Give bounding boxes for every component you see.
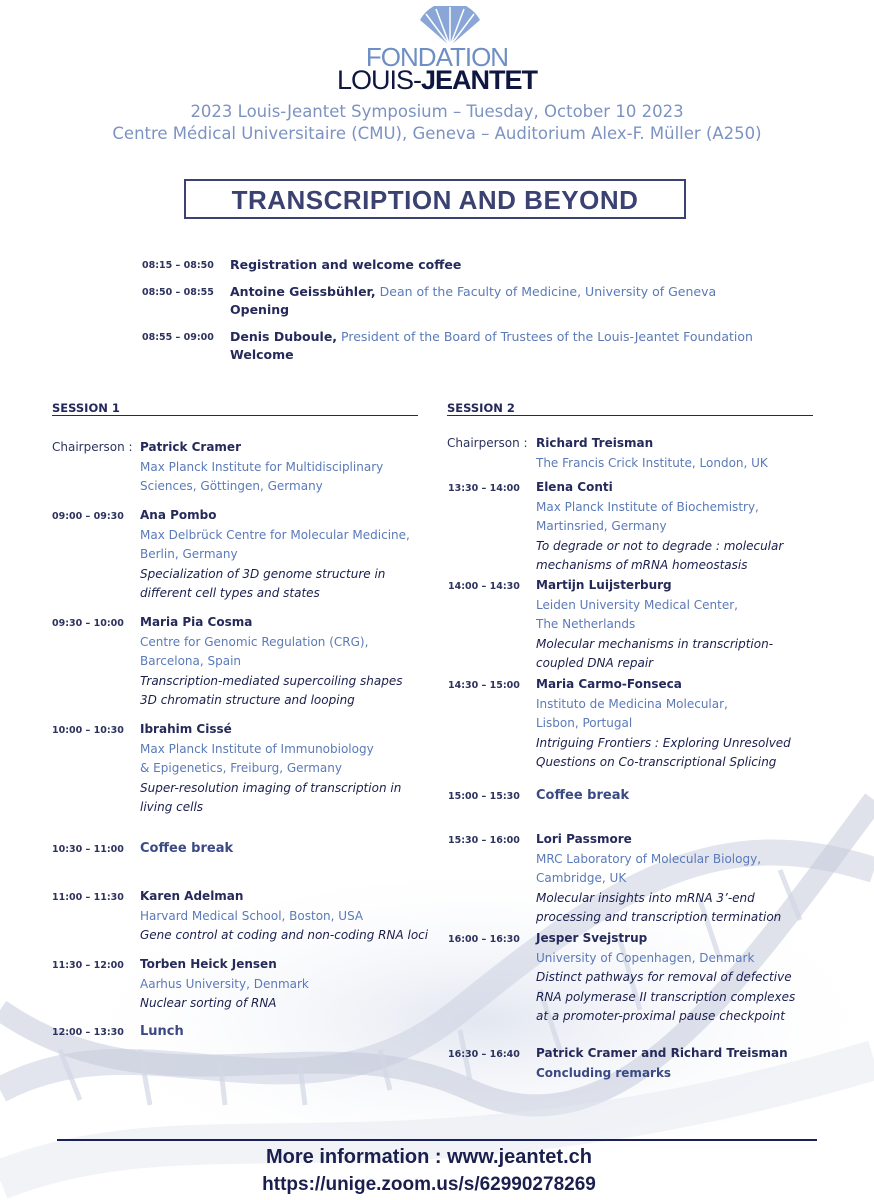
- talk-title: Molecular mechanisms in transcription-: [536, 636, 774, 651]
- speaker-name: Karen Adelman: [140, 889, 244, 903]
- speaker-name: Ana Pombo: [140, 508, 217, 522]
- speaker-name: Maria Pia Cosma: [140, 615, 253, 629]
- talk-title: Super-resolution imaging of transcription in: [140, 780, 402, 795]
- break-label: Coffee break: [140, 841, 234, 856]
- speaker-name: Jesper Svejstrup: [536, 931, 648, 945]
- time-slot: 08:55 – 09:00: [142, 332, 214, 343]
- more-info-link[interactable]: More information : www.jeantet.ch: [266, 1146, 592, 1168]
- time-slot: 16:30 – 16:40: [448, 1049, 520, 1060]
- talk-title: Distinct pathways for removal of defective: [536, 970, 792, 985]
- speaker-affiliation: Max Delbrück Centre for Molecular Medicine,: [140, 527, 410, 542]
- time-slot: 14:30 – 15:00: [448, 680, 520, 691]
- session-2-heading: SESSION 2: [447, 401, 813, 416]
- speaker-name: Martijn Luijsterburg: [536, 578, 672, 592]
- time-slot: 08:15 – 08:50: [142, 260, 214, 271]
- speaker-affiliation: University of Copenhagen, Denmark: [536, 950, 755, 965]
- time-slot: 11:00 – 11:30: [52, 892, 124, 903]
- speaker-affiliation: Centre for Genomic Regulation (CRG),: [140, 634, 369, 649]
- time-slot: 14:00 – 14:30: [448, 581, 520, 592]
- session-1-heading: SESSION 1: [52, 401, 418, 416]
- speaker-affiliation: President of the Board of Trustees of the Louis-Jeantet Foundation: [341, 329, 753, 344]
- event-date-line: 2023 Louis-Jeantet Symposium – Tuesday, October 10 2023: [190, 102, 684, 121]
- chair-affiliation: Max Planck Institute for Multidisciplinary: [140, 459, 384, 474]
- speaker-affiliation: Aarhus University, Denmark: [140, 976, 309, 991]
- zoom-link[interactable]: https://unige.zoom.us/s/62990278269: [262, 1174, 596, 1195]
- time-slot: 11:30 – 12:00: [52, 960, 124, 971]
- chairperson-label: Chairperson :: [52, 440, 133, 454]
- chair-name: Richard Treisman: [536, 436, 654, 450]
- time-slot: 16:00 – 16:30: [448, 934, 520, 945]
- speaker-role: Concluding remarks: [536, 1065, 672, 1080]
- logo-text-fondation: FONDATION: [365, 42, 509, 72]
- time-slot: 13:30 – 14:00: [448, 483, 520, 494]
- time-slot: 15:30 – 16:00: [448, 835, 520, 846]
- chairperson-label: Chairperson :: [447, 436, 528, 450]
- speaker-name: Patrick Cramer and Richard Treisman: [536, 1046, 788, 1060]
- time-slot: 09:30 – 10:00: [52, 618, 124, 629]
- agenda-item: Registration and welcome coffee: [230, 257, 462, 272]
- chair-name: Patrick Cramer: [140, 440, 241, 454]
- speaker-name: Antoine Geissbühler,: [230, 284, 376, 299]
- footer-divider: [57, 1139, 817, 1141]
- page-title: TRANSCRIPTION AND BEYOND: [184, 179, 686, 219]
- break-label: Coffee break: [536, 788, 630, 803]
- speaker-affiliation: MRC Laboratory of Molecular Biology,: [536, 851, 762, 866]
- speaker-affiliation: Instituto de Medicina Molecular,: [536, 696, 728, 711]
- chair-affiliation: The Francis Crick Institute, London, UK: [536, 455, 768, 470]
- talk-title: Intriguing Frontiers : Exploring Unresolved: [536, 735, 791, 750]
- break-label: Lunch: [140, 1024, 184, 1039]
- time-slot: 08:50 – 08:55: [142, 287, 214, 298]
- speaker-name: Maria Carmo-Fonseca: [536, 677, 682, 691]
- speaker-name: Ibrahim Cissé: [140, 722, 232, 736]
- time-slot: 09:00 – 09:30: [52, 511, 124, 522]
- speaker-role: Opening: [230, 302, 290, 317]
- speaker-name: Denis Duboule,: [230, 329, 338, 344]
- time-slot: 10:30 – 11:00: [52, 844, 124, 855]
- talk-title: Specialization of 3D genome structure in: [140, 566, 386, 581]
- speaker-affiliation: Max Planck Institute of Immunobiology: [140, 741, 374, 756]
- talk-title: Molecular insights into mRNA 3’-end: [536, 890, 755, 905]
- speaker-affiliation: Harvard Medical School, Boston, USA: [140, 908, 364, 923]
- time-slot: 10:00 – 10:30: [52, 725, 124, 736]
- speaker-affiliation: Leiden University Medical Center,: [536, 597, 738, 612]
- logo-text-louis-jeantet: LOUIS-JEANTET: [336, 65, 538, 95]
- talk-title: To degrade or not to degrade : molecular: [536, 538, 784, 553]
- event-venue-line: Centre Médical Universitaire (CMU), Geneva – Auditorium Alex-F. Müller (A250): [112, 124, 762, 143]
- talk-title: Nuclear sorting of RNA: [140, 996, 277, 1011]
- talk-title: Gene control at coding and non-coding RNA loci: [140, 928, 429, 943]
- time-slot: 12:00 – 13:30: [52, 1027, 124, 1038]
- time-slot: 15:00 – 15:30: [448, 791, 520, 802]
- speaker-name: Lori Passmore: [536, 832, 632, 846]
- speaker-role: Welcome: [230, 347, 294, 362]
- speaker-affiliation: Dean of the Faculty of Medicine, University of Geneva: [379, 284, 717, 299]
- talk-title: Transcription-mediated supercoiling shapes: [140, 673, 403, 688]
- speaker-affiliation: Max Planck Institute of Biochemistry,: [536, 499, 759, 514]
- speaker-name: Torben Heick Jensen: [140, 957, 277, 971]
- speaker-name: Elena Conti: [536, 480, 613, 494]
